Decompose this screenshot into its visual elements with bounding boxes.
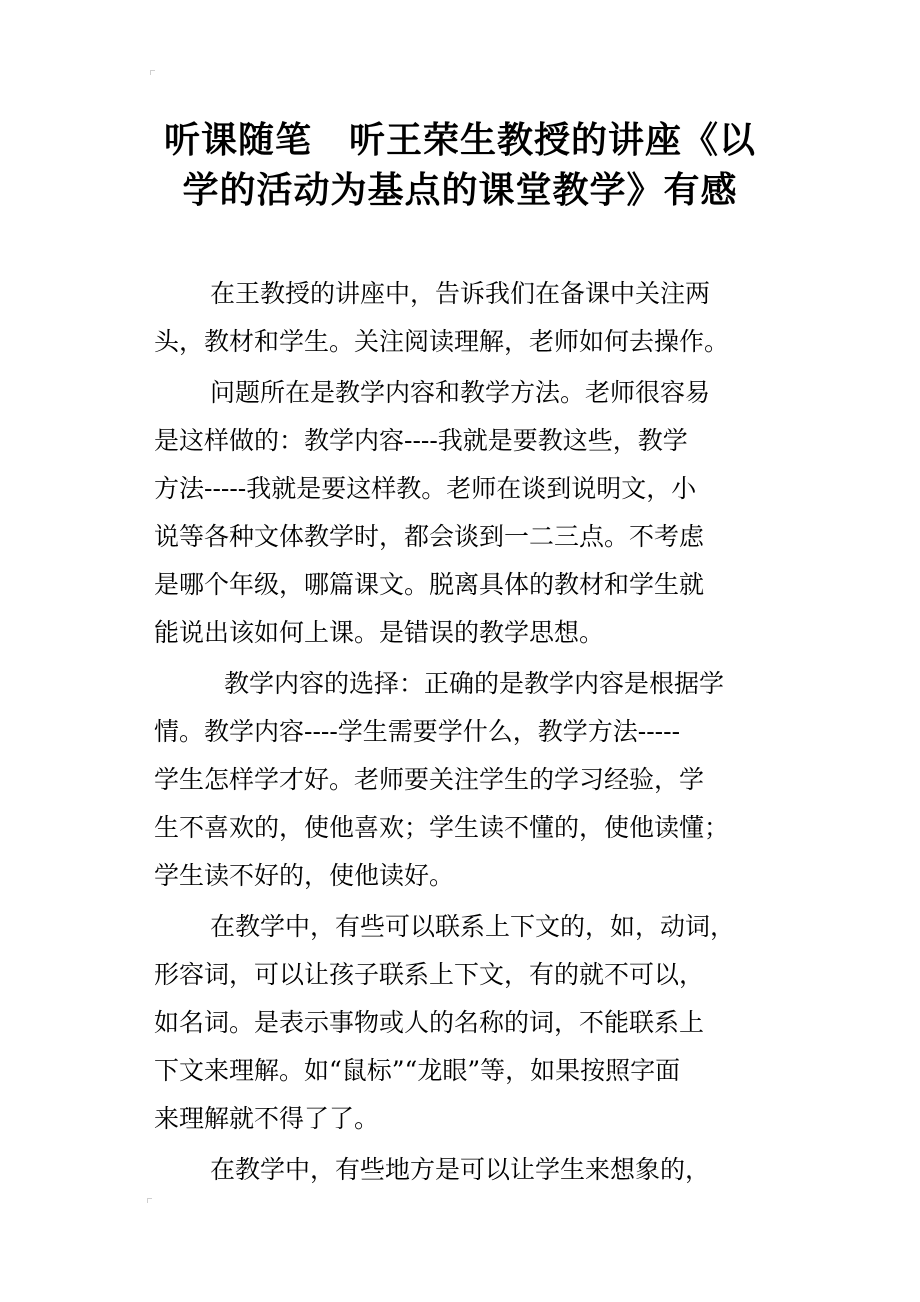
document-title (0, 116, 920, 216)
corner-mark-top (150, 70, 155, 75)
text-line: 在教学中，有些可以联系上下文的，如，动词， (210, 912, 736, 941)
text-line: 在王教授的讲座中，告诉我们在备课中关注两 (210, 279, 711, 308)
paragraph-3 (154, 660, 784, 900)
text-line: 是这样做的：教学内容----我就是要教这些，教学 (154, 426, 688, 455)
text-line: 下文来理解。如“鼠标”“龙眼”等，如果按照字面 (154, 1056, 681, 1085)
paragraph-2 (154, 369, 784, 657)
text-line: 在教学中，有些地方是可以让学生来想象的， (210, 1155, 711, 1184)
paragraph-4 (154, 903, 784, 1143)
text-line: 学生读不好的，使他读好。 (154, 861, 455, 890)
text-line: 说等各种文体教学时，都会谈到一二三点。不考虑 (154, 522, 705, 551)
title-line-2: 学的活动为基点的课堂教学》有感 (182, 170, 738, 211)
title-line-1: 听课随笔 听王荣生教授的讲座《以 (163, 120, 756, 161)
corner-mark-bottom (147, 1198, 152, 1203)
text-line: 形容词，可以让孩子联系上下文，有的就不可以， (154, 960, 705, 989)
document-body (154, 270, 784, 1197)
text-line: 来理解就不得了了。 (154, 1104, 380, 1133)
text-line: 问题所在是教学内容和教学方法。老师很容易 (210, 378, 711, 407)
paragraph-1 (154, 270, 784, 366)
text-line: 生不喜欢的，使他喜欢；学生读不懂的，使他读懂； (154, 813, 730, 842)
text-line: 教学内容的选择：正确的是教学内容是根据学 (224, 669, 725, 698)
text-line: 头，教材和学生。关注阅读理解，老师如何去操作。 (154, 327, 730, 356)
text-line: 如名词。是表示事物或人的名称的词，不能联系上 (154, 1008, 705, 1037)
paragraph-5 (154, 1146, 784, 1194)
text-line: 能说出该如何上课。是错误的教学思想。 (154, 618, 605, 647)
text-line: 情。教学内容----学生需要学什么，教学方法----- (154, 717, 681, 746)
text-line: 学生怎样学才好。老师要关注学生的学习经验，学 (154, 765, 705, 794)
text-line: 是哪个年级，哪篇课文。脱离具体的教材和学生就 (154, 570, 705, 599)
text-line: 方法-----我就是要这样教。老师在谈到说明文，小 (154, 474, 697, 503)
